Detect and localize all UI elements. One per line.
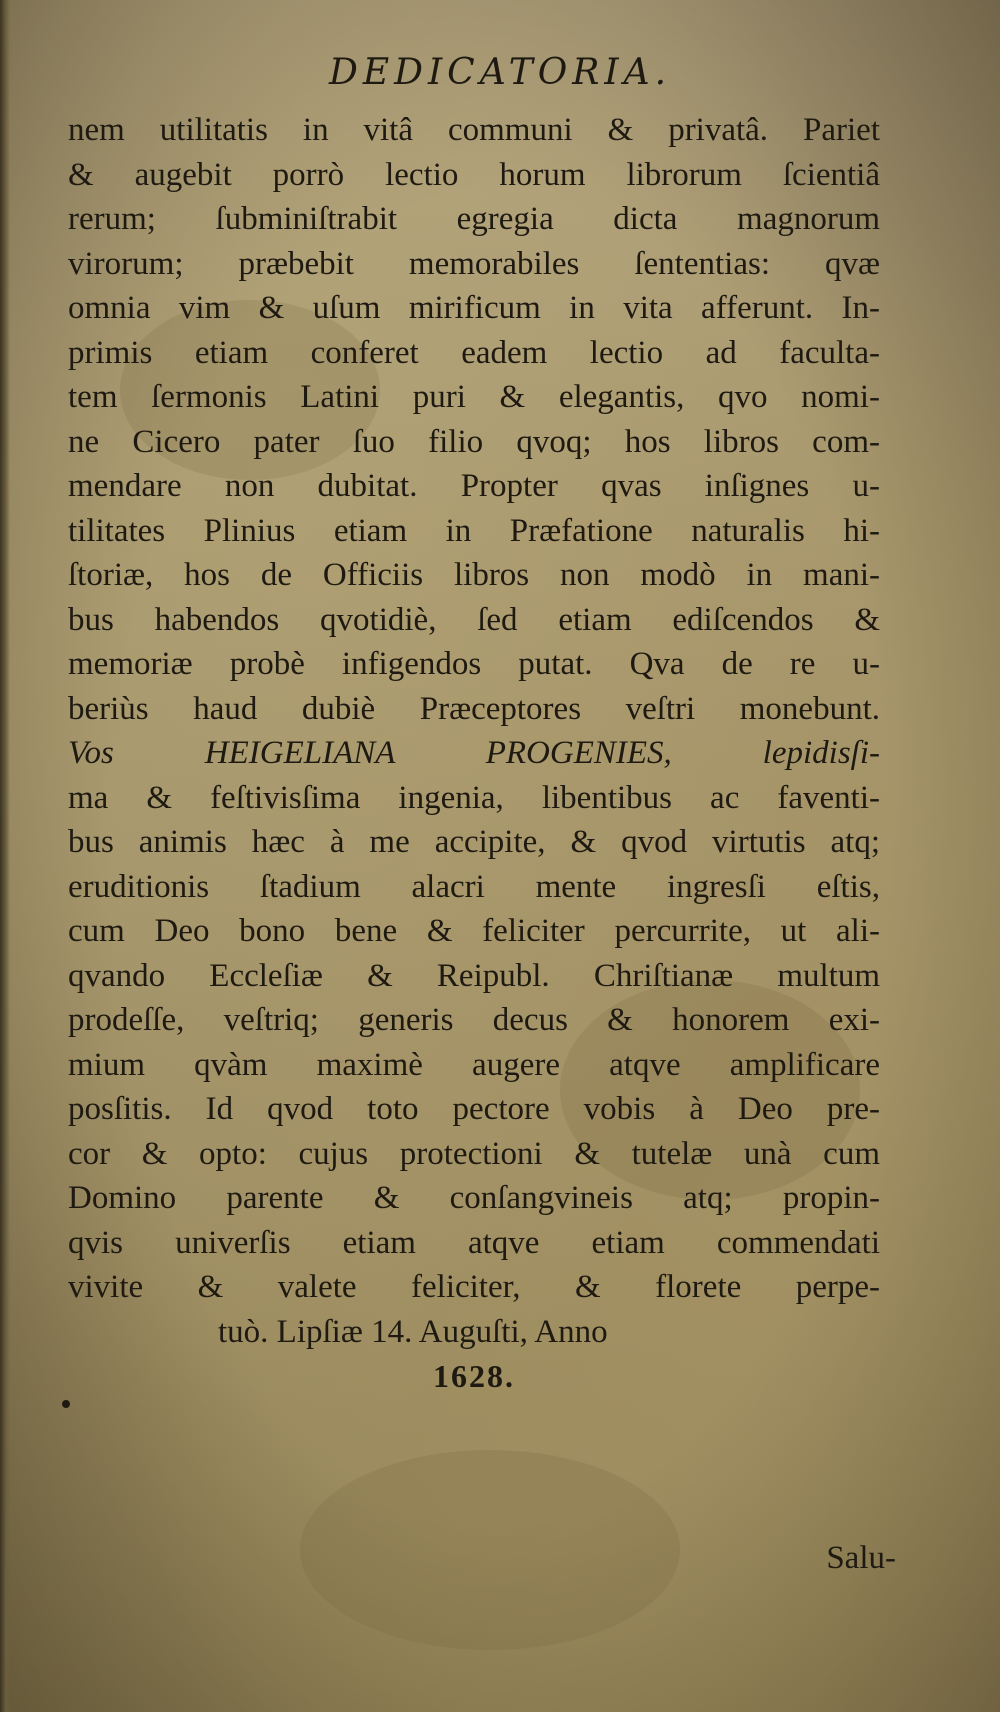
- text-line: omnia vim & uſum mirificum in vita afferunt. In-: [68, 290, 880, 326]
- text-line: memoriæ probè infigendos putat. Qva de re u-: [68, 646, 880, 682]
- text-line: virorum; præbebit memorabiles ſententias: qvæ: [68, 245, 880, 282]
- text-line: ne Cicero pater ſuo filio qvoq; hos libros com-: [68, 423, 880, 460]
- text-line: cum Deo bono bene & feliciter percurrite, ut ali-: [68, 913, 880, 949]
- paper-stain: [300, 1450, 680, 1650]
- text-line: vivite & valete feliciter, & florete perpe-: [68, 1269, 880, 1305]
- dedication-text: [68, 108, 880, 1399]
- date-line: tuò. Lipſiæ 14. Auguſti, Anno: [218, 1313, 608, 1350]
- text-line: cor & opto: cujus protectioni & tutelæ unà cum: [68, 1135, 880, 1172]
- binding-edge: [0, 0, 10, 1712]
- text-line: tilitates Plinius etiam in Præfatione naturalis hi-: [68, 512, 880, 549]
- text-line: qvis univerſis etiam atqve etiam commendati: [68, 1224, 880, 1261]
- text-line: ma & feſtivisſima ingenia, libentibus ac faventi-: [68, 779, 880, 816]
- text-line: primis etiam conferet eadem lectio ad faculta-: [68, 334, 880, 371]
- text-line: mium qvàm maximè augere atqve amplificare: [68, 1046, 880, 1083]
- text-line: posſitis. Id qvod toto pectore vobis à Deo pre-: [68, 1091, 880, 1127]
- text-line: bus animis hæc à me accipite, & qvod virtutis atq;: [68, 824, 880, 860]
- text-line: tem ſermonis Latini puri & elegantis, qvo nomi-: [68, 379, 880, 415]
- text-line: ſtoriæ, hos de Officiis libros non modò in mani-: [68, 557, 880, 593]
- text-line: nem utilitatis in vitâ communi & privatâ. Pariet: [68, 112, 880, 148]
- margin-dot: [62, 1400, 70, 1408]
- text-line: mendare non dubitat. Propter qvas inſignes u-: [68, 468, 880, 504]
- text-line: rerum; ſubminiſtrabit egregia dicta magnorum: [68, 201, 880, 237]
- text-line: eruditionis ſtadium alacri mente ingresſi eſtis,: [68, 868, 880, 905]
- text-line: Vos HEIGELIANA PROGENIES, lepidisſi-: [68, 735, 880, 771]
- text-line: bus habendos qvotidiè, ſed etiam ediſcendos &: [68, 601, 880, 638]
- text-line: prodeſſe, veſtriq; generis decus & honorem exi-: [68, 1002, 880, 1038]
- year-line: 1628.: [433, 1358, 515, 1394]
- text-line: & augebit porrò lectio horum librorum ſcientiâ: [68, 156, 880, 193]
- catchword: Salu-: [826, 1540, 896, 1576]
- text-line: beriùs haud dubiè Præceptores veſtri monebunt.: [68, 690, 880, 727]
- running-head: DEDICATORIA.: [328, 52, 672, 93]
- text-line: qvando Eccleſiæ & Reipubl. Chriſtianæ multum: [68, 957, 880, 994]
- text-line: Domino parente & conſangvineis atq; propin-: [68, 1180, 880, 1216]
